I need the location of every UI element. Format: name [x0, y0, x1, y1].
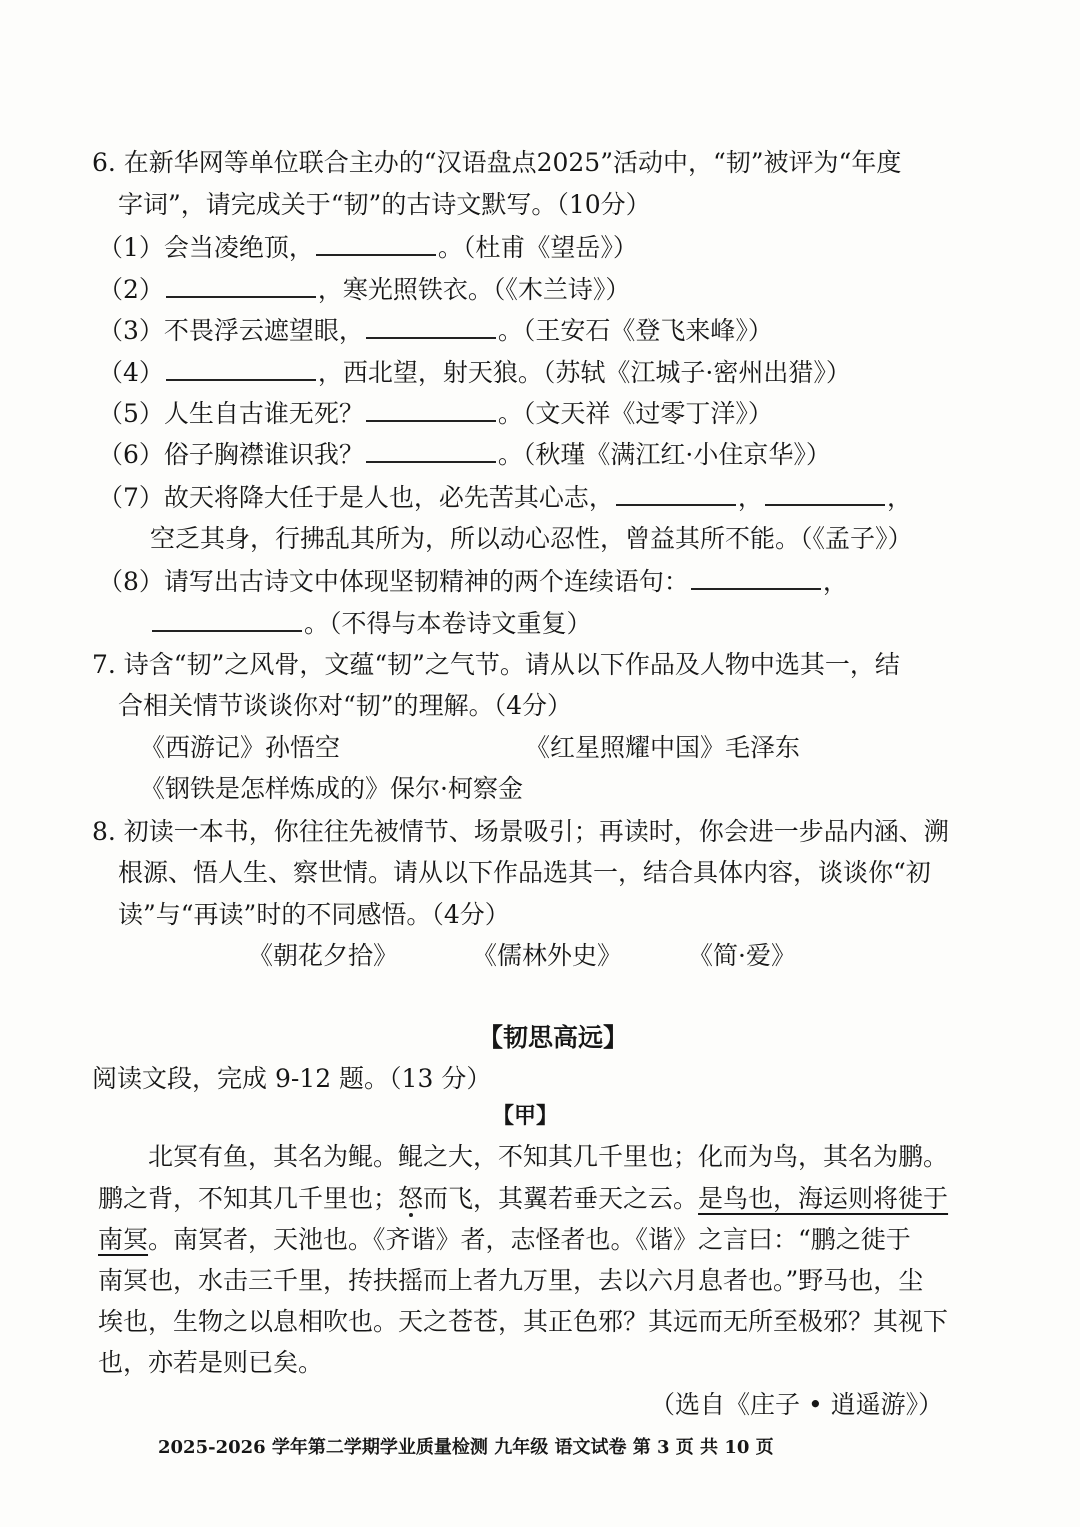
q8-stem-line3: 读”与“再读”时的不同感悟。（4分）: [118, 900, 510, 929]
q6-stem-line1: 6. 在新华网等单位联合主办的“汉语盘点2025”活动中，“韧”被评为“年度: [92, 148, 902, 177]
passage-line-3: 南冥。南冥者，天池也。《齐谐》者，志怪者也。《谐》之言曰：“鹏之徙于: [98, 1225, 911, 1254]
q6-item-5: （5）人生自古谁无死？ 。（文天祥《过零丁洋》）: [98, 396, 773, 431]
q6-item-2: （2） ，寒光照铁衣。（《木兰诗》）: [98, 272, 630, 307]
section-title: 【韧思高远】: [478, 1023, 629, 1052]
page-footer: 2025-2026 学年第二学期学业质量检测 九年级 语文试卷 第 3 页 共 10 页: [158, 1437, 774, 1458]
answer-blank[interactable]: [765, 480, 885, 506]
passage-line-4: 南冥也，水击三千里，抟扶摇而上者九万里，去以六月息者也。”野马也，尘: [98, 1266, 924, 1295]
passage-line-1: 北冥有鱼，其名为鲲。鲲之大，不知其几千里也；化而为鸟，其名为鹏。: [148, 1142, 949, 1171]
section-intro: 阅读文段，完成 9-12 题。（13 分）: [92, 1064, 492, 1093]
q6-item-6: （6）俗子胸襟谁识我？ 。（秋瑾《满江红·小住京华》）: [98, 437, 831, 472]
q6-item-4: （4） ，西北望，射天狼。（苏轼《江城子·密州出猎》）: [98, 355, 851, 390]
q6-item-7-line1: （7）故天将降大任于是人也，必先苦其心志， ， ，: [98, 480, 912, 515]
answer-blank[interactable]: [316, 230, 436, 256]
q6-item-8-line2: 。（不得与本卷诗文重复）: [150, 606, 592, 641]
answer-blank[interactable]: [366, 437, 496, 463]
answer-blank[interactable]: [366, 396, 496, 422]
answer-blank[interactable]: [166, 355, 316, 381]
answer-blank[interactable]: [166, 272, 316, 298]
passage-label: 【甲】: [492, 1104, 559, 1129]
q8-book-3: 《简·爱》: [688, 941, 796, 970]
q8-stem-line1: 8. 初读一本书，你往往先被情节、场景吸引；再读时，你会进一步品内涵、溯: [92, 817, 949, 846]
q7-option-3: 《钢铁是怎样炼成的》保尔·柯察金: [140, 774, 523, 803]
answer-blank[interactable]: [366, 313, 496, 339]
q8-book-2: 《儒林外史》: [472, 941, 623, 970]
q7-stem-line2: 合相关情节谈谈你对“韧”的理解。（4分）: [118, 691, 572, 720]
q6-item-8-line1: （8）请写出古诗文中体现坚韧精神的两个连续语句： ，: [98, 564, 848, 599]
q8-book-1: 《朝花夕拾》: [248, 941, 399, 970]
passage-line-6: 也，亦若是则已矣。: [98, 1348, 324, 1377]
q7-option-1: 《西游记》孙悟空: [140, 733, 341, 762]
q6-item-1: （1）会当凌绝顶， 。（杜甫《望岳》）: [98, 230, 638, 265]
emphasized-char: 怒: [398, 1184, 424, 1213]
q8-stem-line2: 根源、悟人生、察世情。请从以下作品选其一，结合具体内容，谈谈你“初: [118, 858, 931, 887]
q7-option-2: 《红星照耀中国》毛泽东: [525, 733, 801, 762]
q6-stem-line2: 字词”，请完成关于“韧”的古诗文默写。（10分）: [118, 190, 651, 219]
passage-line-5: 埃也，生物之以息相吹也。天之苍苍，其正色邪？其远而无所至极邪？其视下: [98, 1307, 949, 1336]
answer-blank[interactable]: [616, 480, 736, 506]
q6-item-3: （3）不畏浮云遮望眼， 。（王安石《登飞来峰》）: [98, 313, 773, 348]
underlined-sentence-end: 南冥: [98, 1225, 149, 1254]
q6-item-7-line2: 空乏其身，行拂乱其所为，所以动心忍性，曾益其所不能。（《孟子》）: [150, 524, 913, 553]
answer-blank[interactable]: [691, 564, 821, 590]
underlined-sentence: 是鸟也，海运则将徙于: [698, 1184, 949, 1213]
q7-stem-line1: 7. 诗含“韧”之风骨，文蕴“韧”之气节。请从以下作品及人物中选其一，结: [92, 650, 900, 679]
passage-line-2: 鹏之背，不知其几千里也；怒而飞，其翼若垂天之云。是鸟也，海运则将徙于: [98, 1184, 949, 1213]
passage-source: （选自《庄子 • 逍遥游》）: [650, 1390, 944, 1419]
answer-blank[interactable]: [152, 606, 302, 632]
